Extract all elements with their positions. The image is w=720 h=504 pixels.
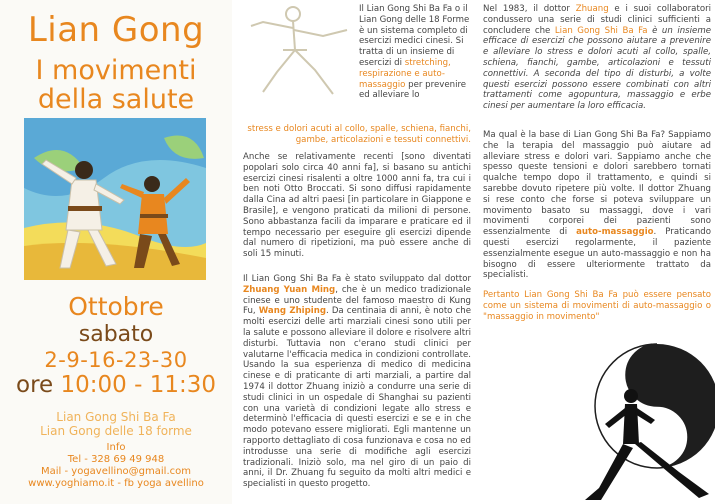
info-label: Info [106,442,126,453]
paragraph-conclusion: Pertanto Lian Gong Shi Ba Fa può essere pensato come un sistema di movimenti di auto-massaggio o "massaggio in movimento" [483,290,711,322]
paragraph-studies [483,4,711,112]
master-name: Wang Zhiping [258,306,326,317]
origin-text-a: Il Lian Gong Shi Ba Fa è stato sviluppato dal dottor [243,274,471,284]
month: Ottobre [68,292,164,321]
forms [0,410,232,438]
intro-text [359,4,471,101]
dates: 2-9-16-23-30 [44,348,188,372]
subtitle [0,56,232,114]
phone: Tel - 328 69 49 948 [67,454,165,465]
right-column [483,0,715,504]
paragraph-basis [483,130,711,281]
tai-chi-figure-sketch [243,0,355,98]
studies-text-a: Nel 1983, il dottor [483,4,570,14]
intro-text-2: per prevenire ed alleviare lo [359,79,467,101]
origin-text-b: , che è un medico tradizionale cinese e uno studente del famoso maestro di Kung Fu, [243,284,472,317]
weekday: sabato [78,322,154,347]
main-title: Lian Gong [27,10,205,50]
paragraph-history: Anche se relativamente recenti [sono diventati popolari solo circa 40 anni fa], si basano su antichi esercizi cinesi risalenti a oltre 1000 anni fa, tra cui i ben noti Otto Broccati. Si sono diffusi rapidamente dalla Cina ad altri paesi [in particolare in Giappone e Brasile], e vengono praticati da milioni di persone. Sono abbastanza facili da imparare e praticare ed il tempo necessario per eseguire gli esercizi dipende dal numero di ripetizioni, ma può essere anche di soli 15 minuti. [243,152,471,260]
yin-yang-figure [579,328,715,504]
auto-massage-term: auto-massaggio [576,227,654,238]
intro-tail: stress e dolori acuti al collo, spalle, schiena, fianchi, gambe, articolazioni e tessuti connettivi. [247,124,471,145]
form-name-1: Lian Gong Shi Ba Fa [56,410,176,424]
left-panel [0,0,232,504]
basis-text-b: . Praticando questi esercizi regolarmente, il paziente essenzialmente esegue un auto-massaggio e non ha bisogno di essere ulteriormente trattato da specialisti. [483,227,711,281]
intro-text-1: Il Lian Gong Shi Ba Fa o il Lian Gong delle 18 Forme è un sistema completo di esercizi medici cinesi. Si tratta di un insieme di esercizi di [359,4,470,68]
method-name: Lian Gong Shi Ba Fa [554,25,648,36]
studies-text-c: è un insieme efficace di esercizi che possono aiutare a prevenire e alleviare lo stress e dolori acuti al collo, spalle, schiena, fianchi, gambe, articolazioni e tessuti connettivi. A seconda del tipo di disturbi, a volte questi esercizi possono essere combinati con altri trattamenti come agopuntura, massaggio e erbe cinesi per aumentare la loro efficacia. [483,25,711,112]
website: www.yoghiamo.it - fb yoga avellino [28,478,204,489]
basis-text-a: Ma qual è la base di Lian Gong Shi Ba Fa? Sappiamo che la terapia del massaggio può aiutare ad alleviare stress e dolori vari. Sappiamo anche che spesso queste tensioni e dolori sarebbero tornati qualche tempo dopo il trattamento, e quindi si sarebbe dovuto ripetere più volte. Il dottor Zhuang si rese conto che forse si poteva sviluppare un movimento basato su massaggi, dove i vari movimenti corporei dei pazienti sono essenzialmente di [483,130,711,238]
form-name-2: Lian Gong delle 18 forme [40,424,192,438]
middle-column [243,0,473,504]
contact-info [0,442,232,490]
paragraph-origin [243,274,471,490]
tai-chi-illustration [24,118,206,280]
time-prefix: ore [16,372,54,398]
studies-text-b: e i suoi collaboratori condussero una serie di studi clinici sufficienti a concludere che [483,4,711,36]
time [0,372,232,398]
subtitle-line-1: I movimenti [35,55,197,86]
subtitle-line-2: della salute [37,84,195,115]
intro-keywords: stretching, respirazione e auto-massaggio [359,57,451,90]
doctor-name: Zhuang Yuan Ming [243,284,336,295]
zhuang-name: Zhuang [575,4,609,14]
time-value: 10:00 - 11:30 [60,372,216,398]
origin-text-c: . Da centinaia di anni, è noto che molti esercizi delle arti marziali cinesi sono utili per la salute e possono alleviare il dolore e risolvere altri disturbi. Tuttavia non c'erano studi clinici per valutarne l'efficacia medica in condizioni controllate. Usando la sua esperienza di medico di medicina cinese e di praticante di arti marziali, a partire dal 1974 il dottor Zhuang iniziò a condurre una serie di studi clinici in un ospedale di Shanghai su pazienti con una varietà di condizioni legate allo stress e determinò l'efficacia di questi esercizi e se e in che modo potevano essere migliorati. Egli mantenne un rapporto dettagliato di cosa funzionava e cosa no ed introdusse una serie di modifiche agli esercizi tradizionali. Iniziò solo, ma nel giro di un paio di anni, il Dr. Zhuang fu seguito da molti altri medici e specialisti in questo progetto. [243,306,471,490]
email: Mail - yogavellino@gmail.com [41,466,191,477]
